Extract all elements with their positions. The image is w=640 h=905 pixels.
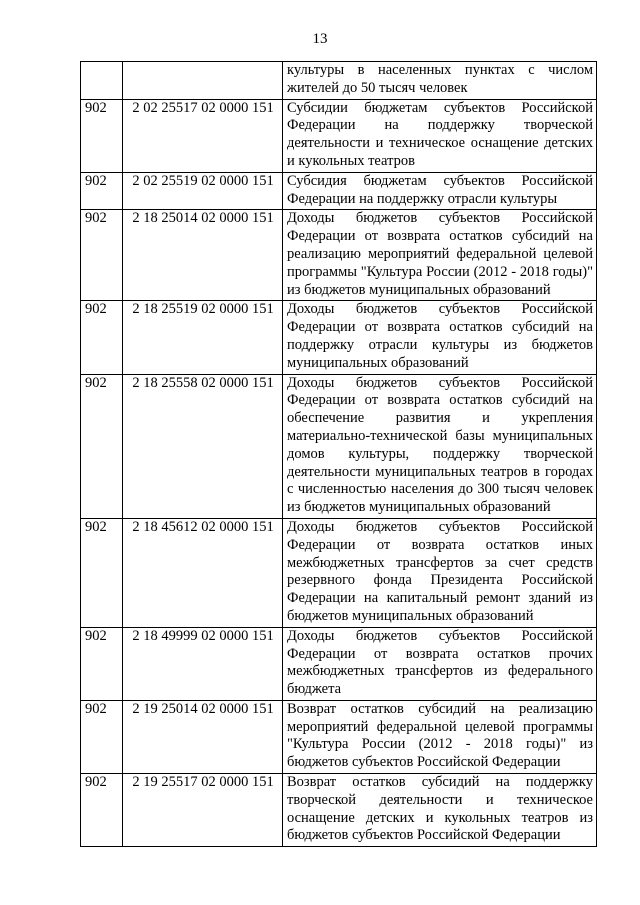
budget-classification-table bbox=[80, 61, 597, 847]
table-row bbox=[81, 518, 597, 627]
admin-code-cell bbox=[81, 62, 123, 100]
income-name-cell: Субсидия бюджетам субъектов Российской Федерации на поддержку отрасли культуры bbox=[283, 172, 597, 210]
table-row bbox=[81, 301, 597, 374]
table-row bbox=[81, 62, 597, 100]
income-name-cell: Доходы бюджетов субъектов Российской Федерации от возврата остатков субсидий на обеспечение развития и укрепления материально-технической базы муниципальных домов культуры, поддержку творческой деятельности муниципальных театров в городах с численностью населения до 300 тысяч человек из бюджетов муниципальных образований bbox=[283, 374, 597, 518]
admin-code-cell: 902 bbox=[81, 518, 123, 627]
admin-code-cell: 902 bbox=[81, 99, 123, 172]
income-name-cell: культуры в населенных пунктах с числом жителей до 50 тысяч человек bbox=[283, 62, 597, 100]
table-row bbox=[81, 210, 597, 301]
income-name-cell: Доходы бюджетов субъектов Российской Федерации от возврата остатков иных межбюджетных трансфертов за счет средств резервного фонда Президента Российской Федерации на капитальный ремонт зданий из бюджетов муниципальных образований bbox=[283, 518, 597, 627]
admin-code-cell: 902 bbox=[81, 301, 123, 374]
table-row bbox=[81, 774, 597, 847]
classification-code-cell: 2 18 49999 02 0000 151 bbox=[123, 627, 283, 700]
classification-code-cell: 2 18 25519 02 0000 151 bbox=[123, 301, 283, 374]
income-name-cell: Возврат остатков субсидий на поддержку творческой деятельности и техническое оснащение детских и кукольных театров из бюджетов субъектов Российской Федерации bbox=[283, 774, 597, 847]
admin-code-cell: 902 bbox=[81, 172, 123, 210]
classification-code-cell: 2 19 25517 02 0000 151 bbox=[123, 774, 283, 847]
income-name-cell: Возврат остатков субсидий на реализацию мероприятий федеральной целевой программы "Культура России (2012 - 2018 годы)" из бюджетов субъектов Российской Федерации bbox=[283, 700, 597, 773]
classification-code-cell: 2 02 25519 02 0000 151 bbox=[123, 172, 283, 210]
classification-code-cell: 2 18 25014 02 0000 151 bbox=[123, 210, 283, 301]
table-row bbox=[81, 374, 597, 518]
admin-code-cell: 902 bbox=[81, 374, 123, 518]
classification-code-cell: 2 02 25517 02 0000 151 bbox=[123, 99, 283, 172]
classification-code-cell: 2 18 25558 02 0000 151 bbox=[123, 374, 283, 518]
admin-code-cell: 902 bbox=[81, 627, 123, 700]
classification-code-cell bbox=[123, 62, 283, 100]
admin-code-cell: 902 bbox=[81, 774, 123, 847]
table-row bbox=[81, 172, 597, 210]
table-row bbox=[81, 700, 597, 773]
page-number: 13 bbox=[312, 31, 328, 47]
income-name-cell: Доходы бюджетов субъектов Российской Федерации от возврата остатков субсидий на реализацию мероприятий федеральной целевой программы "Культура России (2012 - 2018 годы)" из бюджетов муниципальных образований bbox=[283, 210, 597, 301]
table-row bbox=[81, 99, 597, 172]
income-name-cell: Доходы бюджетов субъектов Российской Федерации от возврата остатков субсидий на поддержку отрасли культуры из бюджетов муниципальных образований bbox=[283, 301, 597, 374]
table-row bbox=[81, 627, 597, 700]
classification-code-cell: 2 19 25014 02 0000 151 bbox=[123, 700, 283, 773]
income-name-cell: Доходы бюджетов субъектов Российской Федерации от возврата остатков прочих межбюджетных трансфертов из федерального бюджета bbox=[283, 627, 597, 700]
classification-code-cell: 2 18 45612 02 0000 151 bbox=[123, 518, 283, 627]
admin-code-cell: 902 bbox=[81, 210, 123, 301]
income-name-cell: Субсидии бюджетам субъектов Российской Федерации на поддержку творческой деятельности и техническое оснащение детских и кукольных театров bbox=[283, 99, 597, 172]
admin-code-cell: 902 bbox=[81, 700, 123, 773]
